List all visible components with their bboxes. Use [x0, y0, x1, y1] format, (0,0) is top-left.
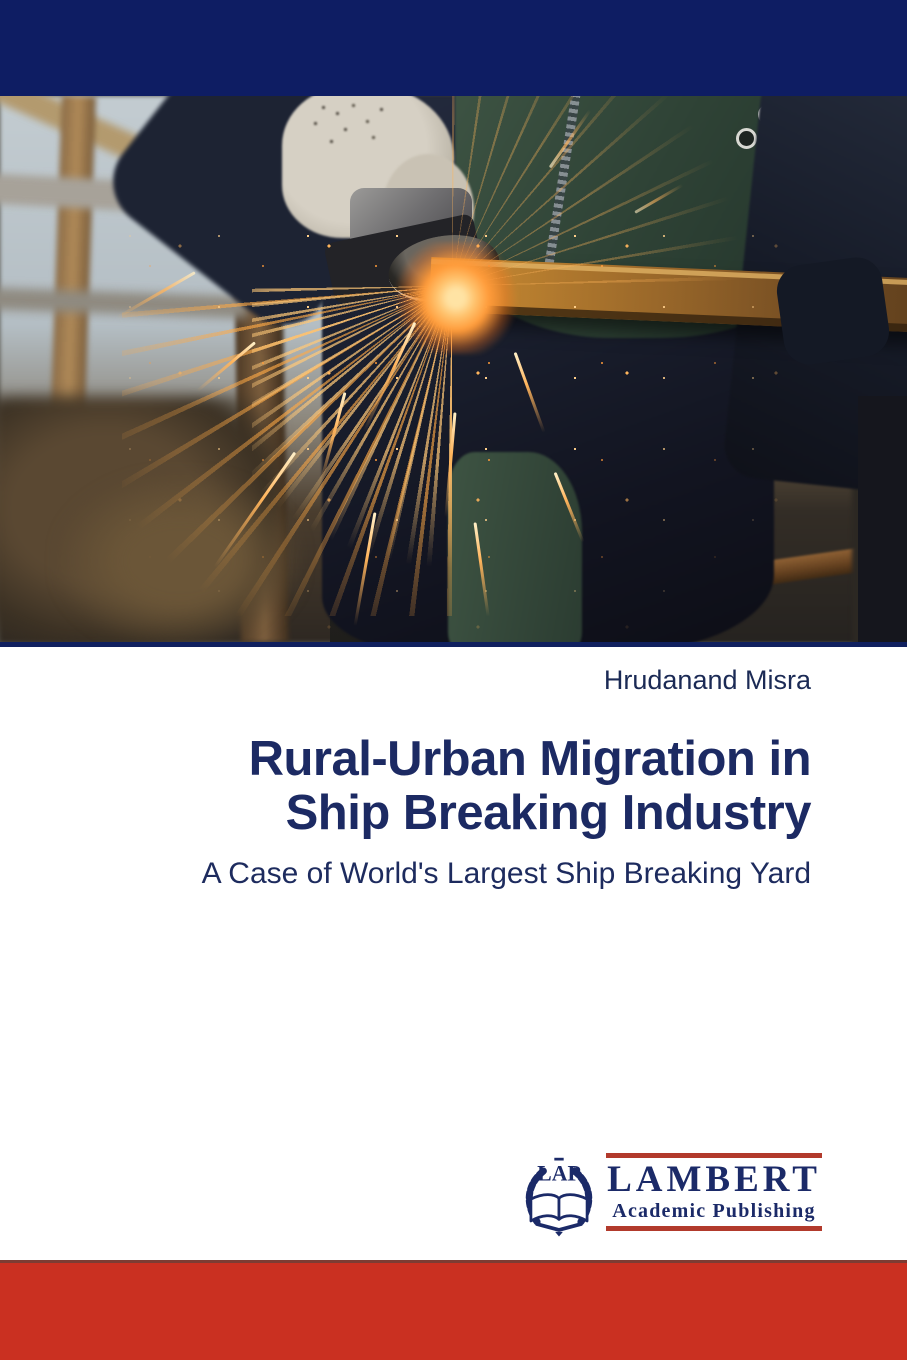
- lap-macron: [554, 1158, 563, 1161]
- grinder-disc: [383, 227, 505, 310]
- second-worker-arm: [721, 96, 907, 495]
- scaffold-rail: [0, 287, 248, 318]
- scaffold-pole: [50, 96, 96, 431]
- spark-streak: [363, 322, 416, 432]
- spark-fan: [122, 286, 452, 616]
- angle-grinder-guard: [323, 213, 485, 305]
- open-book-right-page: [559, 1195, 587, 1221]
- rubble-pile: [60, 476, 300, 646]
- publisher-logo: [520, 1153, 822, 1237]
- publisher-tagline: Academic Publishing: [612, 1200, 816, 1222]
- spark-embers: [120, 226, 820, 636]
- publisher-wordmark: [606, 1153, 822, 1231]
- angle-grinder: [350, 188, 472, 270]
- bottom-red-bar: [0, 1260, 907, 1360]
- work-glove: [382, 154, 474, 266]
- spark-streak: [444, 412, 456, 517]
- rusty-pipe: [545, 398, 907, 467]
- second-worker-hand: [774, 254, 893, 368]
- vest-eyelet: [736, 128, 757, 149]
- book-title-line2: Ship Breaking Industry: [285, 786, 811, 840]
- photo-background-left: [0, 96, 350, 642]
- spark-streak: [514, 352, 546, 433]
- spark-streak: [474, 522, 490, 616]
- cover-text-block: [202, 664, 811, 892]
- spark-streak: [549, 109, 592, 168]
- scaffold-rail: [0, 173, 468, 228]
- book-base: [536, 1222, 583, 1232]
- book-subtitle: A Case of World's Largest Ship Breaking Yard: [201, 857, 811, 890]
- vest-eyelet: [758, 104, 779, 125]
- spark-streak: [354, 512, 377, 626]
- green-safety-vest: [448, 452, 582, 647]
- laurel-stem-tip: [555, 1232, 563, 1237]
- book-title: [202, 732, 811, 840]
- second-worker-arm: [858, 396, 907, 647]
- spark-fan: [252, 286, 452, 576]
- rusty-pipe: [545, 536, 907, 615]
- green-safety-vest: [455, 96, 847, 338]
- book-title-line1: Rural-Urban Migration in: [248, 732, 811, 786]
- top-navy-bar: [0, 0, 907, 96]
- spark-streak: [634, 184, 683, 214]
- spark-streak: [319, 392, 346, 485]
- spark-streak: [554, 472, 585, 543]
- scaffold-pole: [231, 96, 289, 642]
- worker-figure: [322, 96, 774, 647]
- spark-streak: [197, 341, 256, 392]
- lap-emblem-icon: [520, 1155, 598, 1237]
- cover-photo: [0, 96, 907, 647]
- scaffold-diagonal-pole: [0, 96, 291, 228]
- rubble-pile: [0, 396, 280, 646]
- author-name: Hrudanand Misra: [603, 665, 811, 695]
- spark-fan: [452, 96, 762, 286]
- spark-streak: [213, 452, 296, 568]
- steel-bar: [429, 257, 907, 333]
- logo-top-rule: [606, 1153, 822, 1158]
- spark-burst-glow: [390, 242, 522, 354]
- vest-zipper: [540, 96, 580, 291]
- spark-streak: [116, 271, 195, 319]
- publisher-name: LAMBERT: [607, 1159, 821, 1200]
- work-glove: [282, 96, 454, 238]
- logo-bottom-rule: [606, 1226, 822, 1231]
- photo-background-right: [640, 96, 907, 642]
- photo-background-center: [330, 96, 660, 642]
- lap-emblem-text: LAP: [537, 1161, 581, 1186]
- worker-sleeve: [95, 96, 440, 344]
- open-book-left-page: [531, 1195, 559, 1221]
- dark-post: [852, 366, 907, 647]
